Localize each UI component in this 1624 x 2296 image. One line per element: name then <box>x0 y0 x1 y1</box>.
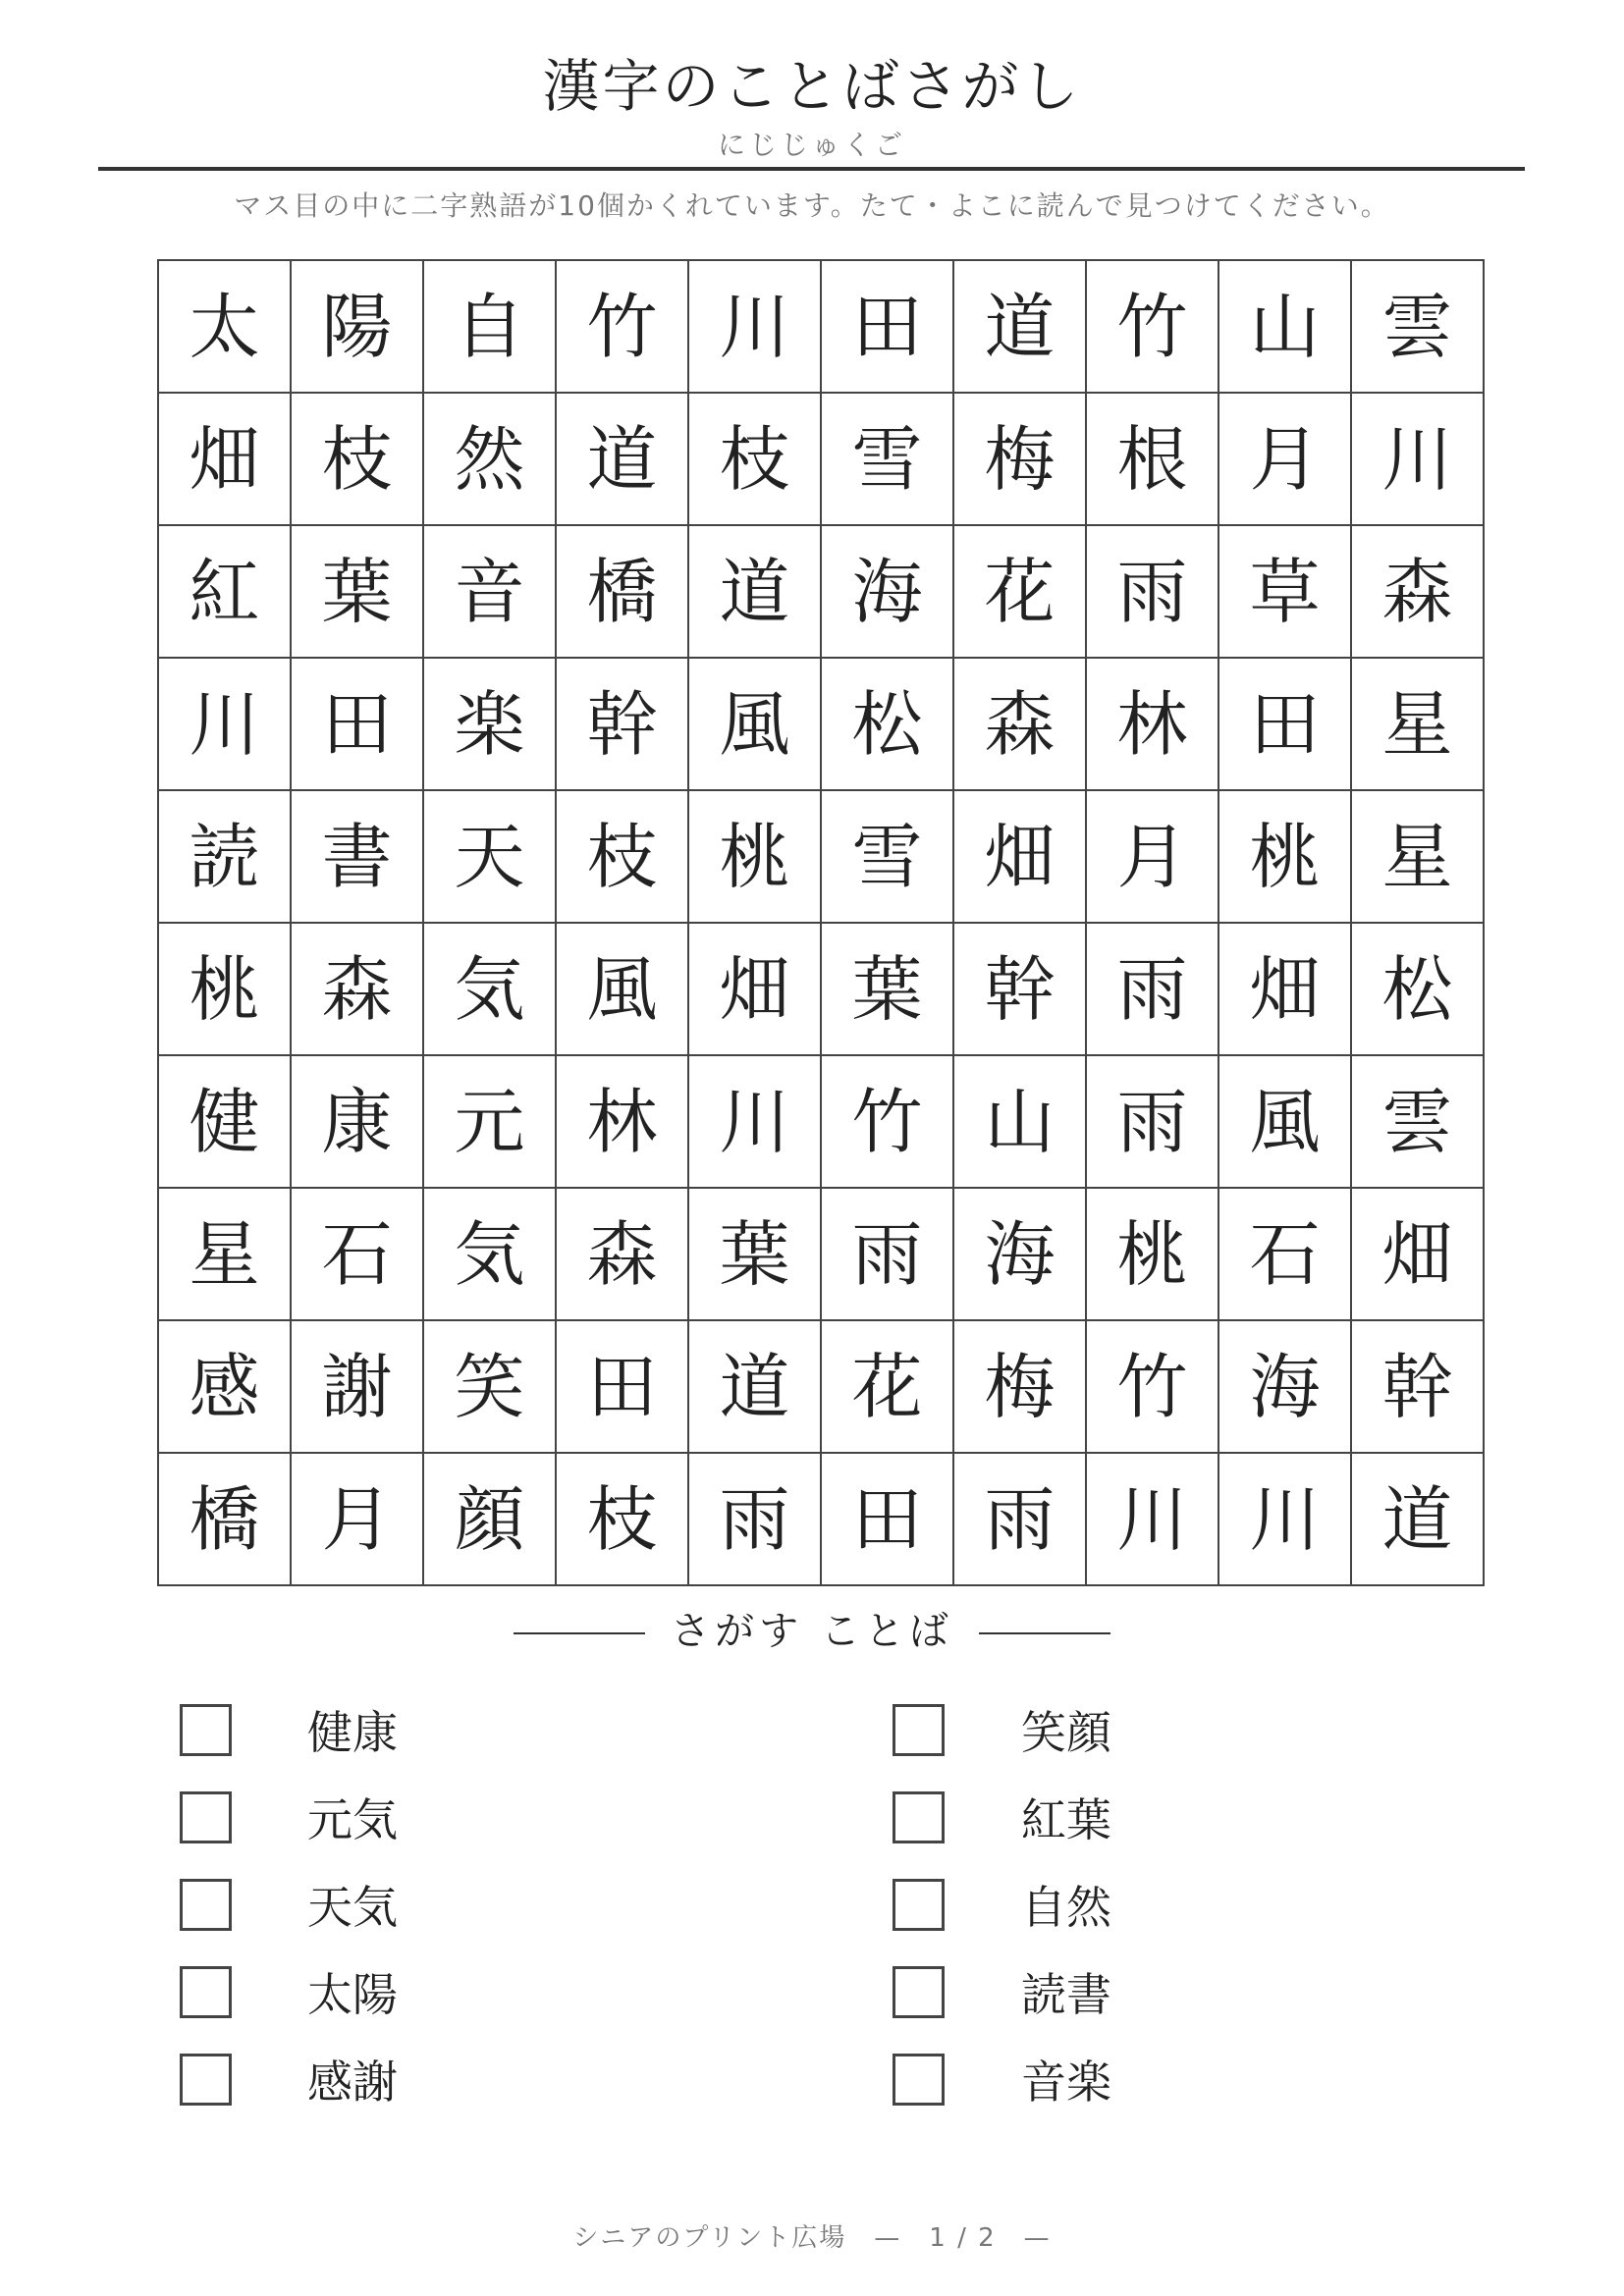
grid-cell[interactable]: 森 <box>1351 525 1484 658</box>
grid-cell[interactable]: 風 <box>688 658 821 790</box>
grid-cell[interactable]: 星 <box>1351 790 1484 923</box>
grid-cell[interactable]: 雲 <box>1351 260 1484 393</box>
page-footer: シニアのプリント広場 — 1 / 2 — <box>572 2223 1052 2253</box>
grid-cell[interactable]: 枝 <box>556 790 688 923</box>
word-label: 読書 <box>1021 1968 1111 2021</box>
grid-row <box>158 790 1484 923</box>
word-label: 太陽 <box>307 1968 398 2021</box>
grid-cell[interactable]: 森 <box>291 923 423 1055</box>
grid-cell[interactable]: 森 <box>556 1188 688 1320</box>
grid-cell[interactable]: 月 <box>291 1453 423 1585</box>
word-checkbox[interactable] <box>180 2054 232 2106</box>
grid-cell[interactable]: 海 <box>953 1188 1086 1320</box>
grid-row <box>158 260 1484 393</box>
grid-cell[interactable]: 桃 <box>1218 790 1351 923</box>
word-checkbox[interactable] <box>893 1791 945 1843</box>
grid-cell[interactable]: 川 <box>688 260 821 393</box>
grid-cell[interactable]: 石 <box>1218 1188 1351 1320</box>
word-label: 音楽 <box>1021 2056 1111 2109</box>
grid-cell[interactable]: 竹 <box>1086 1320 1218 1453</box>
kanji-grid <box>157 259 1485 1586</box>
grid-row <box>158 923 1484 1055</box>
word-checkbox[interactable] <box>180 1791 232 1843</box>
word-item[interactable] <box>893 1704 945 1755</box>
word-label: 自然 <box>1021 1881 1111 1934</box>
grid-cell[interactable]: 音 <box>423 525 556 658</box>
grid-cell[interactable]: 太 <box>158 260 291 393</box>
grid-cell[interactable]: 林 <box>1086 658 1218 790</box>
grid-cell[interactable]: 橋 <box>556 525 688 658</box>
header-divider <box>98 167 1525 171</box>
grid-cell[interactable]: 雨 <box>821 1188 953 1320</box>
grid-cell[interactable]: 雨 <box>1086 525 1218 658</box>
word-item[interactable] <box>180 1791 232 1842</box>
instructions-text: マス目の中に二字熟語が10個かくれています。たて・よこに読んで見つけてください。 <box>234 189 1390 222</box>
grid-row <box>158 1188 1484 1320</box>
grid-cell[interactable]: 畑 <box>1351 1188 1484 1320</box>
word-label: 元気 <box>307 1793 398 1846</box>
grid-cell[interactable]: 葉 <box>821 923 953 1055</box>
grid-cell[interactable]: 竹 <box>1086 260 1218 393</box>
grid-cell[interactable]: 雪 <box>821 790 953 923</box>
word-label: 感謝 <box>307 2056 398 2109</box>
grid-cell[interactable]: 梅 <box>953 393 1086 525</box>
grid-cell[interactable]: 桃 <box>688 790 821 923</box>
grid-cell[interactable]: 森 <box>953 658 1086 790</box>
grid-cell[interactable]: 雨 <box>688 1453 821 1585</box>
grid-row <box>158 525 1484 658</box>
grid-cell[interactable]: 陽 <box>291 260 423 393</box>
grid-cell[interactable]: 感 <box>158 1320 291 1453</box>
grid-cell[interactable]: 道 <box>953 260 1086 393</box>
heading-dash-right <box>979 1632 1110 1634</box>
grid-cell[interactable]: 林 <box>556 1055 688 1188</box>
grid-cell[interactable]: 風 <box>1218 1055 1351 1188</box>
grid-cell[interactable]: 星 <box>1351 658 1484 790</box>
word-checkbox[interactable] <box>893 2054 945 2106</box>
word-label: 紅葉 <box>1021 1793 1111 1846</box>
grid-cell[interactable]: 枝 <box>291 393 423 525</box>
grid-cell[interactable]: 竹 <box>556 260 688 393</box>
grid-cell[interactable]: 海 <box>821 525 953 658</box>
grid-cell[interactable]: 葉 <box>688 1188 821 1320</box>
grid-cell[interactable]: 花 <box>821 1320 953 1453</box>
grid-row <box>158 1055 1484 1188</box>
grid-cell[interactable]: 天 <box>423 790 556 923</box>
grid-cell[interactable]: 風 <box>556 923 688 1055</box>
grid-cell[interactable]: 草 <box>1218 525 1351 658</box>
grid-cell[interactable]: 石 <box>291 1188 423 1320</box>
grid-cell[interactable]: 道 <box>556 393 688 525</box>
grid-cell[interactable]: 読 <box>158 790 291 923</box>
word-label: 笑顔 <box>1021 1706 1111 1759</box>
grid-cell[interactable]: 紅 <box>158 525 291 658</box>
page-subtitle: にじじゅくご <box>717 129 906 161</box>
grid-cell[interactable]: 枝 <box>688 393 821 525</box>
word-checkbox[interactable] <box>180 1704 232 1756</box>
grid-cell[interactable]: 川 <box>688 1055 821 1188</box>
grid-cell[interactable]: 道 <box>688 1320 821 1453</box>
grid-cell[interactable]: 海 <box>1218 1320 1351 1453</box>
grid-cell[interactable]: 畑 <box>953 790 1086 923</box>
word-checkbox[interactable] <box>180 1879 232 1931</box>
grid-cell[interactable]: 川 <box>1218 1453 1351 1585</box>
grid-cell[interactable]: 川 <box>1351 393 1484 525</box>
grid-cell[interactable]: 松 <box>821 658 953 790</box>
grid-cell[interactable]: 気 <box>423 1188 556 1320</box>
word-checkbox[interactable] <box>893 1704 945 1756</box>
grid-cell[interactable]: 桃 <box>1086 1188 1218 1320</box>
grid-row <box>158 658 1484 790</box>
grid-cell[interactable]: 星 <box>158 1188 291 1320</box>
grid-cell[interactable]: 楽 <box>423 658 556 790</box>
word-item[interactable] <box>180 2054 232 2105</box>
grid-cell[interactable]: 畑 <box>688 923 821 1055</box>
grid-cell[interactable]: 松 <box>1351 923 1484 1055</box>
grid-cell[interactable]: 健 <box>158 1055 291 1188</box>
page-title: 漢字のことばさがし <box>542 53 1082 120</box>
word-item[interactable] <box>180 1966 232 2017</box>
grid-cell[interactable]: 橋 <box>158 1453 291 1585</box>
word-label: 健康 <box>307 1706 398 1759</box>
grid-cell[interactable]: 川 <box>1086 1453 1218 1585</box>
grid-row <box>158 1453 1484 1585</box>
grid-cell[interactable]: 葉 <box>291 525 423 658</box>
grid-cell[interactable]: 月 <box>1086 790 1218 923</box>
grid-cell[interactable]: 田 <box>821 260 953 393</box>
word-checkbox[interactable] <box>893 1966 945 2018</box>
word-item[interactable] <box>180 1704 232 1755</box>
grid-cell[interactable]: 幹 <box>556 658 688 790</box>
word-checkbox[interactable] <box>893 1879 945 1931</box>
grid-cell[interactable]: 気 <box>423 923 556 1055</box>
grid-cell[interactable]: 雨 <box>1086 1055 1218 1188</box>
grid-cell[interactable]: 道 <box>688 525 821 658</box>
grid-cell[interactable]: 田 <box>556 1320 688 1453</box>
grid-cell[interactable]: 田 <box>291 658 423 790</box>
grid-cell[interactable]: 桃 <box>158 923 291 1055</box>
grid-cell[interactable]: 雨 <box>953 1453 1086 1585</box>
word-label: 天気 <box>307 1881 398 1934</box>
grid-cell[interactable]: 謝 <box>291 1320 423 1453</box>
word-list-heading <box>0 1606 1624 1657</box>
grid-cell[interactable]: 書 <box>291 790 423 923</box>
word-item[interactable] <box>180 1879 232 1930</box>
heading-dash-left <box>514 1632 645 1634</box>
word-item[interactable] <box>893 1879 945 1930</box>
word-item[interactable] <box>893 2054 945 2105</box>
grid-row <box>158 1320 1484 1453</box>
grid-cell[interactable]: 山 <box>1218 260 1351 393</box>
grid-cell[interactable]: 田 <box>821 1453 953 1585</box>
grid-cell[interactable]: 然 <box>423 393 556 525</box>
grid-cell[interactable]: 畑 <box>1218 923 1351 1055</box>
grid-cell[interactable]: 竹 <box>821 1055 953 1188</box>
grid-cell[interactable]: 花 <box>953 525 1086 658</box>
grid-cell[interactable]: 幹 <box>953 923 1086 1055</box>
grid-cell[interactable]: 月 <box>1218 393 1351 525</box>
word-item[interactable] <box>893 1966 945 2017</box>
grid-cell[interactable]: 自 <box>423 260 556 393</box>
grid-cell[interactable]: 山 <box>953 1055 1086 1188</box>
word-checkbox[interactable] <box>180 1966 232 2018</box>
grid-cell[interactable]: 幹 <box>1351 1320 1484 1453</box>
grid-row <box>158 393 1484 525</box>
grid-cell[interactable]: 田 <box>1218 658 1351 790</box>
grid-cell[interactable]: 畑 <box>158 393 291 525</box>
grid-cell[interactable]: 元 <box>423 1055 556 1188</box>
grid-cell[interactable]: 笑 <box>423 1320 556 1453</box>
grid-cell[interactable]: 枝 <box>556 1453 688 1585</box>
word-list-heading-label: さがす ことば <box>671 1609 953 1654</box>
grid-cell[interactable]: 雪 <box>821 393 953 525</box>
grid-cell[interactable]: 梅 <box>953 1320 1086 1453</box>
grid-cell[interactable]: 康 <box>291 1055 423 1188</box>
grid-cell[interactable]: 顔 <box>423 1453 556 1585</box>
grid-cell[interactable]: 雲 <box>1351 1055 1484 1188</box>
grid-cell[interactable]: 道 <box>1351 1453 1484 1585</box>
grid-cell[interactable]: 川 <box>158 658 291 790</box>
word-item[interactable] <box>893 1791 945 1842</box>
grid-cell[interactable]: 雨 <box>1086 923 1218 1055</box>
grid-cell[interactable]: 根 <box>1086 393 1218 525</box>
